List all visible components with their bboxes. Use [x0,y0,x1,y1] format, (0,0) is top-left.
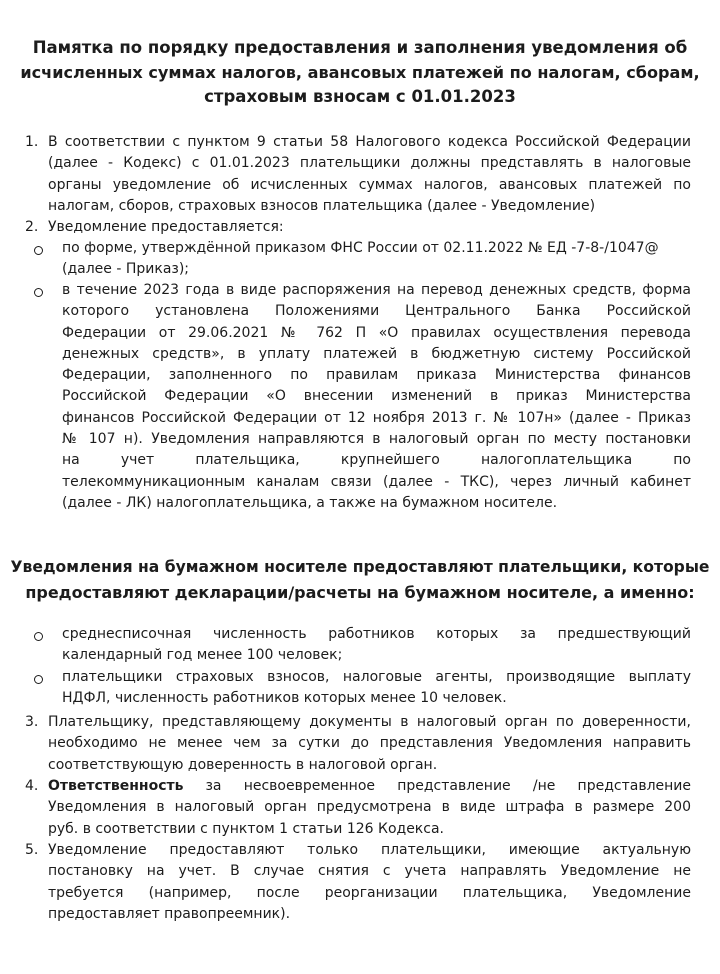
text-line: Уведомление предоставляется: [48,219,284,235]
text-line: Федерации, заполненного по правилам приказа Министерства финансов [62,367,691,384]
item-1-text [48,132,691,217]
text-line: денежных средств», в уплату платежей в бюджетную систему Российской [62,345,691,362]
text-line: В соответствии с пунктом 9 статьи 58 Налогового кодекса Российской Федерации [48,134,691,150]
item-number: 2. [25,219,39,235]
title-line: исчисленных суммах налогов, авансовых платежей по налогам, сборам, [20,62,700,82]
text-line: среднесписочная численность работников которых за предшествующий [62,626,691,642]
item-2-bullet-1 [62,238,691,281]
text-line: требуется (например, после реорганизации плательщика, Уведомление [48,884,691,901]
text-line: телекоммуникационным каналам связи (далее - ТКС), через личный кабинет [62,473,691,490]
title-line: страховым взносам с 01.01.2023 [204,87,516,106]
text-line [48,776,691,797]
text-line: Плательщику, представляющему документы в налоговый орган по доверенности, [48,714,691,730]
text-fragment: за несвоевременное представление /не представление [205,778,691,794]
text-line: Российской Федерации «О внесении изменений в приказ Министерства [62,388,691,405]
title-line: Памятка по порядку предоставления и заполнения уведомления об [32,38,688,57]
bullet-circle-icon [34,675,43,684]
text-line: необходимо не менее чем за сутки до представления Уведомления направить [48,735,691,752]
text-line: в течение 2023 года в виде распоряжения на перевод денежных средств, форма [62,282,691,298]
text-line: плательщики страховых взносов, налоговые агенты, производящие выплату [62,669,691,685]
item-2-text [48,217,691,238]
item-number: 4. [25,778,39,794]
text-line: предоставляет правопреемник). [48,905,291,922]
text-line: на учет плательщика, крупнейшего налогоплательщика по [62,452,691,469]
memo-title [20,36,700,110]
item-4-text [48,776,691,840]
item-2-bullet-2 [62,280,691,514]
paper-section-heading [10,555,710,605]
text-line: № 107 н). Уведомления направляются в налоговый орган по месту постановки [62,431,691,448]
bullet-circle-icon [34,246,43,255]
text-line: органы уведомление об исчисленных суммах налогов, авансовых платежей по [48,176,691,193]
text-line: (далее - Приказ); [62,261,190,278]
text-line: постановку на учет. В случае снятия с учета направлять Уведомление не [48,863,691,880]
text-line: по форме, утверждённой приказом ФНС России от 02.11.2022 № ЕД -7-8-/1047@ [62,240,659,256]
text-line: финансов Российской Федерации от 12 ноября 2013 г. № 107н» (далее - Приказ [62,409,691,426]
text-line: Уведомление предоставляют только плательщики, имеющие актуальную [48,842,691,858]
text-line: календарный год менее 100 человек; [62,647,343,664]
heading-line: предоставляют декларации/расчеты на бумажном носителе, а именно: [25,583,695,602]
text-line: НДФЛ, численность работников которых менее 10 человек. [62,690,507,707]
text-line: которого установлена Положениями Центрального Банка Российской [62,303,691,320]
heading-line: Уведомления на бумажном носителе предоставляют плательщики, которые [10,558,710,576]
bullet-circle-icon [34,632,43,641]
responsibility-bold-word: Ответственность [48,778,184,794]
text-line: Федерации от 29.06.2021 № 762 П «О правилах осуществления перевода [62,324,691,341]
item-number: 5. [25,842,39,858]
bullet-circle-icon [34,288,43,297]
text-line: (далее - ЛК) налогоплательщика, а также на бумажном носителе. [62,494,558,511]
text-line: налогам, сборов, страховых взносов плательщика (далее - Уведомление) [48,197,596,214]
item-3-text [48,712,691,776]
text-line: (далее - Кодекс) с 01.01.2023 плательщики должны представлять в налоговые [48,155,691,172]
text-line: соответствующую доверенность в налоговой орган. [48,756,438,773]
text-line: руб. в соответствии с пунктом 1 статьи 126 Кодекса. [48,820,444,837]
paper-bullet-1 [62,624,691,667]
item-number: 3. [25,714,39,730]
item-number: 1. [25,134,39,150]
text-line: Уведомления в налоговый орган предусмотрена в виде штрафа в размере 200 [48,799,691,816]
item-5-text [48,840,691,925]
paper-bullet-2 [62,667,691,710]
